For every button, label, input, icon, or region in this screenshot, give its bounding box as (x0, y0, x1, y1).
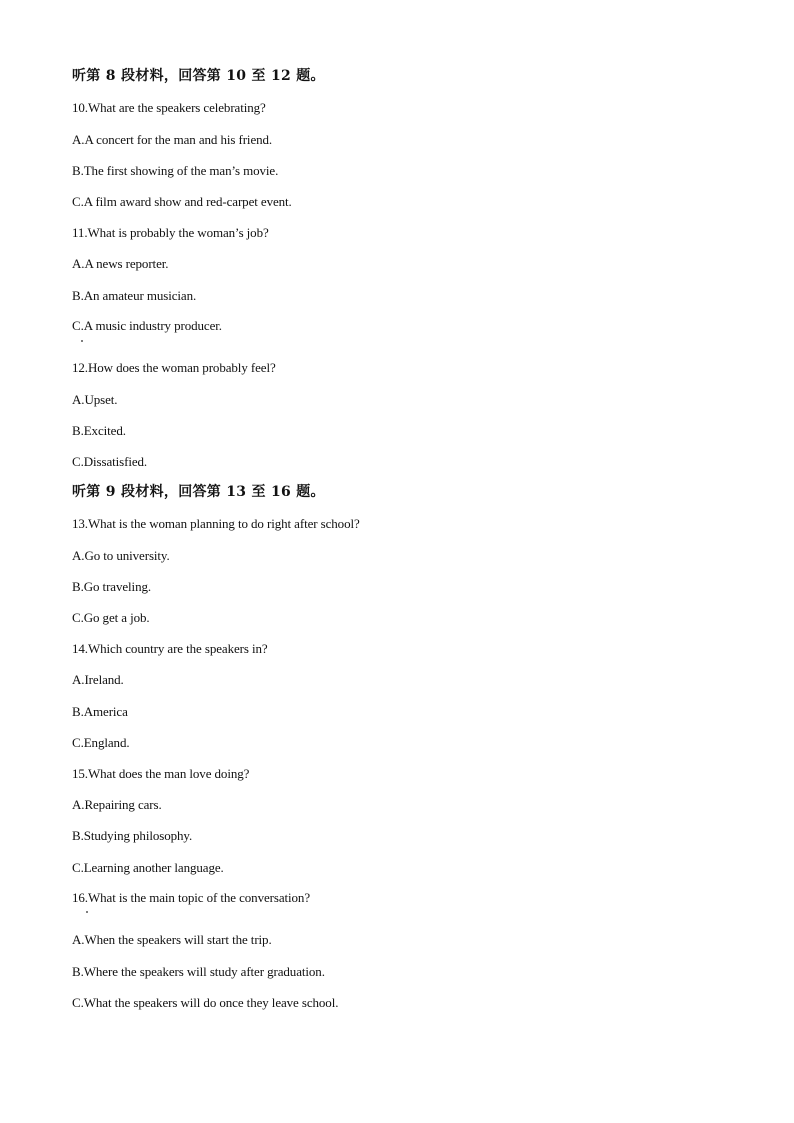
question-11-option-c: C.A music industry producer. (72, 318, 222, 333)
question-10-option-b: B.The first showing of the man’s movie. (72, 163, 279, 178)
question-13-option-a: A.Go to university. (72, 548, 170, 563)
question-11: 11.What is probably the woman’s job? (72, 225, 269, 240)
question-13: 13.What is the woman planning to do right after school? (72, 516, 360, 531)
question-10-option-c: C.A film award show and red-carpet event. (72, 194, 292, 209)
section-8-heading: 听第 8 段材料，回答第 10 至 12 题。 (72, 68, 325, 84)
question-15: 15.What does the man love doing? (72, 766, 250, 781)
question-14-option-c: C.England. (72, 735, 130, 750)
question-12-option-a: A.Upset. (72, 392, 118, 407)
question-12: 12.How does the woman probably feel? (72, 360, 276, 375)
question-16-option-c: C.What the speakers will do once they leave school. (72, 995, 339, 1010)
question-12-option-b: B.Excited. (72, 423, 126, 438)
question-16-option-a: A.When the speakers will start the trip. (72, 932, 272, 947)
question-14: 14.Which country are the speakers in? (72, 641, 268, 656)
ink-speck (81, 340, 83, 342)
question-16-option-b: B.Where the speakers will study after graduation. (72, 964, 325, 979)
question-10: 10.What are the speakers celebrating? (72, 100, 266, 115)
question-15-option-a: A.Repairing cars. (72, 797, 162, 812)
question-14-option-a: A.Ireland. (72, 672, 124, 687)
ink-speck (86, 911, 88, 913)
question-16: 16.What is the main topic of the conversation? (72, 890, 310, 905)
question-15-option-b: B.Studying philosophy. (72, 828, 193, 843)
question-14-option-b: B.America (72, 704, 128, 719)
question-12-option-c: C.Dissatisfied. (72, 454, 148, 469)
question-11-option-a: A.A news reporter. (72, 256, 169, 271)
question-15-option-c: C.Learning another language. (72, 860, 224, 875)
question-10-option-a: A.A concert for the man and his friend. (72, 132, 273, 147)
question-11-option-b: B.An amateur musician. (72, 288, 197, 303)
question-13-option-b: B.Go traveling. (72, 579, 152, 594)
section-9-heading: 听第 9 段材料，回答第 13 至 16 题。 (72, 484, 325, 500)
question-13-option-c: C.Go get a job. (72, 610, 150, 625)
